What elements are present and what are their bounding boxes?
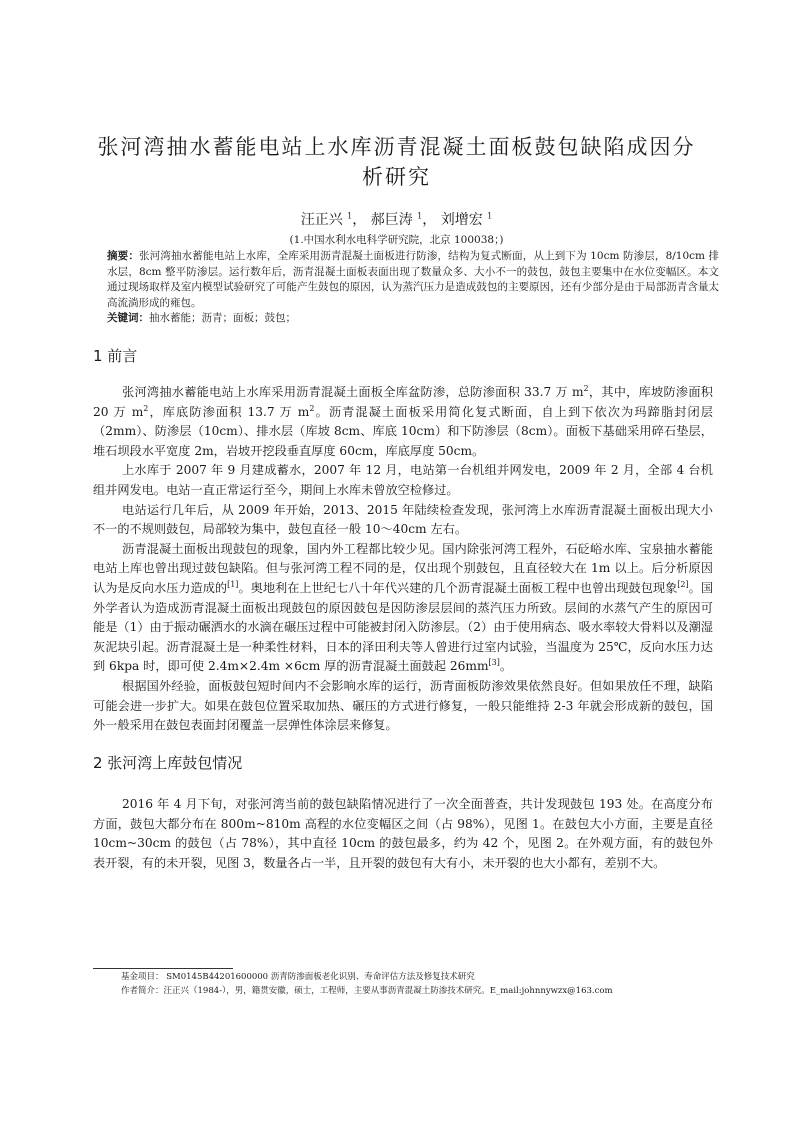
author-list <box>0 209 793 229</box>
paragraph: 张河湾抽水蓄能电站上水库采用沥青混凝土面板全库盆防渗，总防渗面积 33.7 万 $m^2$，其中，库坡防渗面积 20 万 $m^2$，库底防渗面积 13.7 万 $m^2$。沥青混凝土面板采用简化复式断面，自上到下依次为玛蹄脂封闭层（2mm）、防渗层（10cm）、排水层（库坡 8cm、库底 10cm）和下防渗层（8cm）。面板下基础采用碎石垫层，堆石坝段水平宽度 2m，岩坡开挖段垂直厚度 60cm，库底厚度 50cm。 <box>93 383 713 458</box>
section-heading-introduction: 1 前言 <box>93 347 138 365</box>
funding-note: 基金项目： SM0145B44201600000 沥青防渗面板老化识别、寿命评估方法及修复技术研究 <box>121 972 475 982</box>
abstract-text: 张河湾抽水蓄能电站上水库，全库采用沥青混凝土面板进行防渗，结构为复式断面，从上到下为 10cm 防渗层，8/10cm 排水层，8cm 整平防渗层。运行数年后，沥青混凝土面板表面出现了数量众多、大小不一的鼓包，鼓包主要集中在水位变幅区。本文通过现场取样及室内模型试验研究了可能产生鼓包的原因，认为蒸汽压力是造成鼓包的主要原因，还有少部分是由于局部沥青含量太高流淌形成的雍包。 <box>107 250 720 309</box>
section-heading-bulge-status: 2 张河湾上库鼓包情况 <box>93 754 243 772</box>
section-bulge-status-body <box>93 795 713 873</box>
author-affiliation-mark: 1 <box>487 211 493 221</box>
author-bio-note: 作者简介：汪正兴（1984-），男，籍贯安徽，硕士，工程师，主要从事沥青混凝土防渗技术研究。E_mail:johnnywzx@163.com <box>121 986 613 996</box>
keywords-label: 关键词： <box>107 312 149 324</box>
author-affiliation-mark: 1 <box>347 211 353 221</box>
paragraph: 2016 年 4 月下旬，对张河湾当前的鼓包缺陷情况进行了一次全面普查，共计发现鼓包 193 处。在高度分布方面，鼓包大都分布在 800m~810m 高程的水位变幅区之间（占 98%），见图 1。在鼓包大小方面，主要是直径 10cm~30cm 的鼓包（占 78%），其中直径 10cm 的鼓包最多，约为 42 个，见图 2。在外观方面，有的鼓包外表开裂，有的未开裂，见图 3，数量各占一半，且开裂的鼓包有大有小，未开裂的也大小都有，差别不大。 <box>93 797 713 870</box>
affiliation: (1.中国水利水电科学研究院，北京 100038；) <box>289 234 504 246</box>
citation: [3] <box>488 658 500 668</box>
paragraph: 根据国外经验，面板鼓包短时间内不会影响水库的运行，沥青面板防渗效果依然良好。但如果放任不理，缺陷可能会进一步扩大。如果在鼓包位置采取加热、碾压的方式进行修复，一般只能维持 2-3 年就会形成新的鼓包，国外一般采用在鼓包表面封闭覆盖一层弹性体涂层来修复。 <box>93 678 713 733</box>
section-introduction-body <box>93 383 713 736</box>
paragraph: 上水库于 2007 年 9 月建成蓄水，2007 年 12 月，电站第一台机组并网发电，2009 年 2 月，全部 4 台机组并网发电。电站一直正常运行至今，期间上水库未曾放空检修过。 <box>93 463 713 497</box>
paragraph: 沥青混凝土面板出现鼓包的现象，国内外工程都比较少见。国内除张河湾工程外，石砭峪水库、宝泉抽水蓄能电站上库也曾出现过鼓包缺陷。但与张河湾工程不同的是，仅出现个别鼓包，且直径较大在 1m 以上。后分析原因认为是反向水压力造成的[1]。奥地利在上世纪七八十年代兴建的几个沥青混凝土面板工程中也曾出现鼓包现象[2]。国外学者认为造成沥青混凝土面板出现鼓包的原因鼓包是因防渗层层间的蒸汽压力所致。层间的水蒸气产生的原因可能是（1）由于振动碾洒水的水滴在碾压过程中可能被封闭入防渗层。（2）由于使用病态、吸水率较大骨料以及潮湿灰泥块引起。沥青混凝土是一种柔性材料，日本的泽田利夫等人曾进行过室内试验，当温度为 25℃，反向水压力达到 6kpa 时，即可使 2.4m×2.4m ×6cm 厚的沥青混凝土面鼓起 26mm[3]。 <box>93 541 714 674</box>
author-name: 郝巨涛 <box>370 212 413 228</box>
paper-title: 张河湾抽水蓄能电站上水库沥青混凝土面板鼓包缺陷成因分析研究 <box>97 135 696 189</box>
author-name: 汪正兴 <box>300 212 343 228</box>
paragraph: 电站运行几年后，从 2009 年开始，2013、2015 年陆续检查发现，张河湾上水库沥青混凝土面板出现大小不一的不规则鼓包，局部较为集中，鼓包直径一般 10～40cm 左右。 <box>93 502 713 537</box>
author-separator: ， <box>422 212 437 228</box>
abstract-label: 摘要： <box>107 250 139 262</box>
citation: [1] <box>227 579 239 589</box>
keywords-text: 抽水蓄能；沥青；面板；鼓包； <box>149 312 296 324</box>
author-name: 刘增宏 <box>440 212 483 228</box>
footnotes <box>121 970 721 998</box>
citation: [2] <box>677 579 689 589</box>
abstract-block <box>107 249 719 327</box>
author-affiliation-mark: 1 <box>417 211 423 221</box>
footnote-divider <box>93 968 233 969</box>
author-separator: ， <box>352 212 367 228</box>
